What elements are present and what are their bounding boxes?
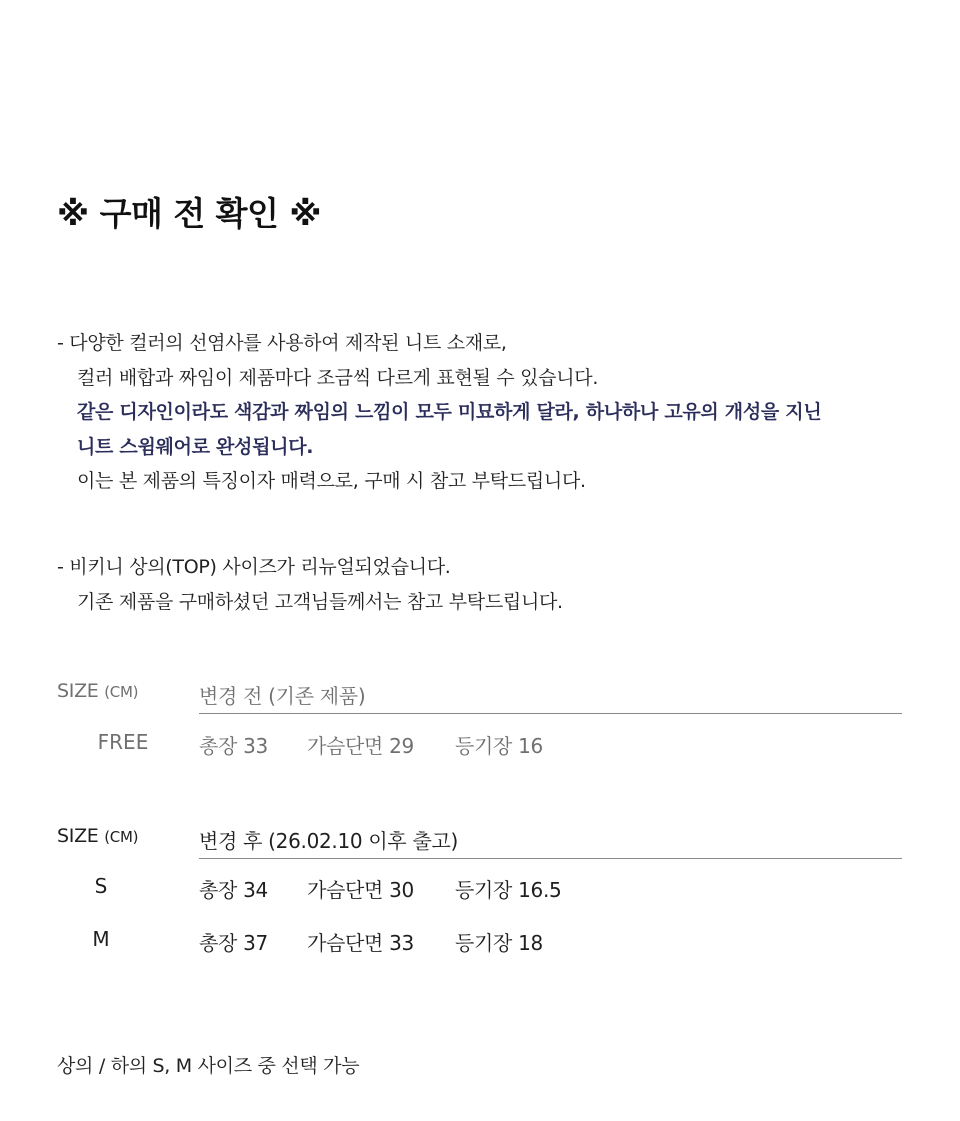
page-title: ※ 구매 전 확인 ※ <box>57 194 322 233</box>
notice-size-renewal <box>57 550 917 619</box>
length-measure: 총장 34 <box>199 878 268 902</box>
divider <box>199 713 902 714</box>
back-length-measure: 등기장 16 <box>455 734 543 758</box>
size-selection-note: 상의 / 하의 S, M 사이즈 중 선택 가능 <box>57 1055 360 1077</box>
size-label <box>57 680 138 702</box>
length-measure: 총장 33 <box>199 734 268 758</box>
back-length-measure: 등기장 18 <box>455 931 543 955</box>
size-row <box>57 874 902 927</box>
divider <box>199 858 902 859</box>
size-table-after <box>57 821 902 980</box>
chest-measure: 가슴단면 30 <box>307 878 414 902</box>
chest-measure: 가슴단면 29 <box>307 734 414 758</box>
length-measure: 총장 37 <box>199 931 268 955</box>
size-unit: (CM) <box>104 828 139 846</box>
size-label <box>57 825 138 847</box>
notice-line: 이는 본 제품의 특징이자 매력으로, 구매 시 참고 부탁드립니다. <box>77 470 586 492</box>
size-caption: 변경 후 (26.02.10 이후 출고) <box>199 829 459 853</box>
notice-line: 컬러 배합과 짜임이 제품마다 조금씩 다르게 표현될 수 있습니다. <box>77 366 599 389</box>
size-table-header <box>57 676 902 712</box>
notice-emphasis-line: 같은 디자인이라도 색감과 짜임의 느낌이 모두 미묘하게 달라, 하나하나 고유의 개성을 지닌 <box>77 401 822 423</box>
size-name: M <box>92 927 110 951</box>
size-caption: 변경 전 (기존 제품) <box>199 684 366 708</box>
size-name: FREE <box>97 730 149 754</box>
notice-line: - 비키니 상의(TOP) 사이즈가 리뉴얼되었습니다. <box>57 556 451 578</box>
size-table-header <box>57 821 902 857</box>
back-length-measure: 등기장 16.5 <box>455 878 562 902</box>
notice-knit-material <box>57 326 917 499</box>
size-unit: (CM) <box>104 683 139 701</box>
size-row <box>57 927 902 980</box>
notice-line: - 다양한 컬러의 선염사를 사용하여 제작된 니트 소재로, <box>57 332 507 354</box>
notice-emphasis-line: 니트 스윔웨어로 완성됩니다. <box>77 435 314 458</box>
size-label-text: SIZE <box>57 680 99 702</box>
size-name: S <box>94 874 108 898</box>
size-row <box>57 730 902 783</box>
chest-measure: 가슴단면 33 <box>307 931 414 955</box>
size-table-before <box>57 676 902 783</box>
size-label-text: SIZE <box>57 825 99 847</box>
notice-line: 기존 제품을 구매하셨던 고객님들께서는 참고 부탁드립니다. <box>77 590 563 613</box>
